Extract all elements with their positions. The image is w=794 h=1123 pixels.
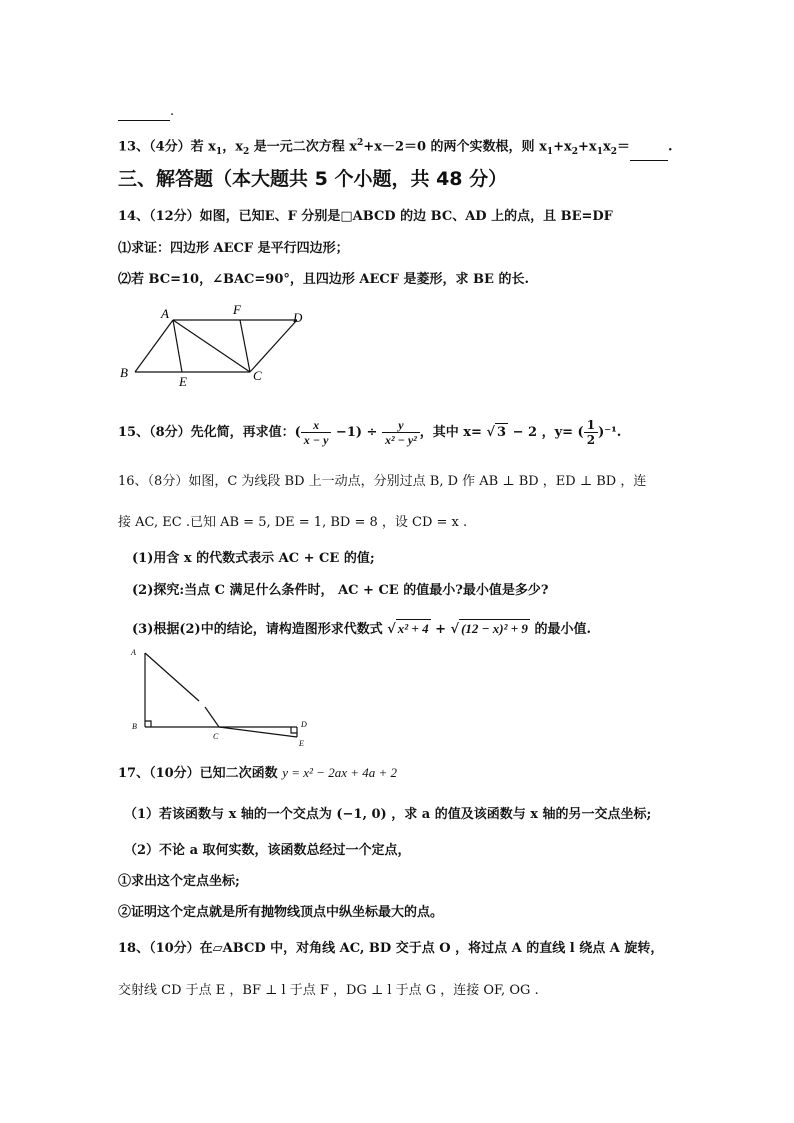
q13-sub: 2 xyxy=(610,146,617,157)
label-E: E xyxy=(179,374,187,389)
q17-function: y = x² − 2ax + 4a + 2 xyxy=(282,765,398,780)
q14-line3: ⑵若 BC=10，∠BAC=90°，且四边形 AECF 是菱形，求 BE 的长. xyxy=(118,272,529,287)
q16-line1: 16、（8分）如图，C 为线段 BD 上一动点，分别过点 B, D 作 AB ⊥ BD ，ED ⊥ BD ，连 xyxy=(118,474,647,489)
q13-sup: 2 xyxy=(357,138,364,148)
q14-line1: 14、（12分）如图，已知E、F 分别是□ABCD 的边 BC、AD 上的点，且 BE=DF xyxy=(118,209,613,224)
q15-text: − 2 ，y= ( xyxy=(508,425,584,440)
q12-answer-line xyxy=(118,103,174,121)
fraction-2 xyxy=(382,418,420,447)
q16-text: (3)根据(2)中的结论，请构造图形求代数式 xyxy=(132,622,388,637)
label-D: D xyxy=(301,720,307,729)
question-15: 15、（8分）先化简，再求值：( $\frac{x}{x - y}$ −1) ÷ $\frac{y}{\text{x² − y²}}$ ，其中 x= √ 3 − 2 ，y= ( $\frac{1}{2}$ )⁻¹. xyxy=(118,418,622,447)
answer-blank xyxy=(630,146,668,161)
q13-text: +x xyxy=(553,139,572,155)
fraction-3 xyxy=(584,418,598,447)
q15-text: −1) ÷ xyxy=(331,425,382,440)
q17-text: 17、（10分）已知二次函数 xyxy=(118,766,283,781)
label-C: C xyxy=(253,368,262,383)
label-D: D xyxy=(293,310,303,325)
fraction-1 xyxy=(301,418,332,447)
q13-sub: 1 xyxy=(215,146,223,157)
q15-text: )⁻¹. xyxy=(598,425,622,440)
q13-sub: 2 xyxy=(242,146,250,157)
sqrt-arg: x² + 4 xyxy=(397,621,429,636)
frac-num: x xyxy=(301,418,332,433)
label-F: F xyxy=(233,302,241,317)
question-17 xyxy=(118,764,397,783)
q16-text: 的最小值. xyxy=(529,622,591,637)
q14-line2: ⑴求证：四边形 AECF 是平行四边形； xyxy=(118,241,349,256)
q13-text: 13、（4分）若 x xyxy=(118,139,216,155)
q13-sub: 2 xyxy=(571,146,579,157)
q13-text: ＝ xyxy=(616,139,630,155)
q13-text: +x－2＝0 的两个实数根，则 x xyxy=(363,139,547,155)
parallelogram-figure xyxy=(115,300,315,390)
label-A: A xyxy=(161,306,169,321)
answer-blank xyxy=(118,106,170,121)
q13-text: . xyxy=(668,139,673,155)
frac-den: 2 xyxy=(586,433,596,447)
frac-num: y xyxy=(382,418,420,433)
q17-part3: ①求出这个定点坐标; xyxy=(118,874,240,889)
line-segment-figure xyxy=(125,645,325,750)
label-C: C xyxy=(213,732,219,741)
q15-text: 15、（8分）先化简，再求值：( xyxy=(118,425,301,440)
q16-part1: (1)用含 x 的代数式表示 AC + CE 的值; xyxy=(132,551,375,566)
label-E: E xyxy=(299,739,304,748)
label-B: B xyxy=(120,365,128,380)
q16-part2: (2)探究:当点 C 满足什么条件时， AC + CE 的值最小?最小值是多少? xyxy=(132,583,549,598)
q13-text: +x xyxy=(578,139,597,155)
q13-text: x xyxy=(602,139,611,155)
sqrt-arg: (12 − x)² + 9 xyxy=(461,621,528,636)
label-B: B xyxy=(132,722,137,731)
q13-sub: 1 xyxy=(596,146,603,157)
frac-num: 1 xyxy=(584,418,598,433)
q18-line1: 18、（10分）在▱ABCD 中，对角线 AC, BD 交于点 O ，将过点 A 的直线 l 绕点 A 旋转， xyxy=(118,941,664,956)
label-A: A xyxy=(131,648,136,657)
q13-sub: 1 xyxy=(546,146,554,157)
q18-line2: 交射线 CD 于点 E ，BF ⊥ l 于点 F ，DG ⊥ l 于点 G ，连接 OF, OG . xyxy=(118,983,539,998)
q13-text: ，x xyxy=(222,139,243,155)
q15-text: ，其中 x= xyxy=(419,425,487,440)
q16-line2: 接 AC, EC .已知 AB = 5, DE = 1, BD = 8 ，设 CD = x . xyxy=(118,515,468,530)
q17-part2: （2）不论 a 取何实数，该函数总经过一个定点， xyxy=(124,843,411,858)
q12-tail: . xyxy=(170,104,175,119)
frac-den: x² − y² xyxy=(384,433,417,447)
sqrt-arg: 3 xyxy=(497,425,507,440)
section-heading: 三、解答题（本大题共 5 个小题，共 48 分） xyxy=(118,168,508,190)
q13-text: 是一元二次方程 x xyxy=(249,139,358,155)
q17-part1: （1）若该函数与 x 轴的一个交点为 (−1, 0) ，求 a 的值及该函数与 x 轴的另一交点坐标; xyxy=(124,807,652,822)
q16-text: + xyxy=(430,622,451,637)
q17-part4: ②证明这个定点就是所有抛物线顶点中纵坐标最大的点。 xyxy=(118,905,444,920)
frac-den: x − y xyxy=(303,433,329,447)
question-13 xyxy=(118,134,673,161)
q16-part3: (3)根据(2)中的结论，请构造图形求代数式 √ x² + 4 + √ (12 − x)² + 9 的最小值. xyxy=(132,621,591,637)
